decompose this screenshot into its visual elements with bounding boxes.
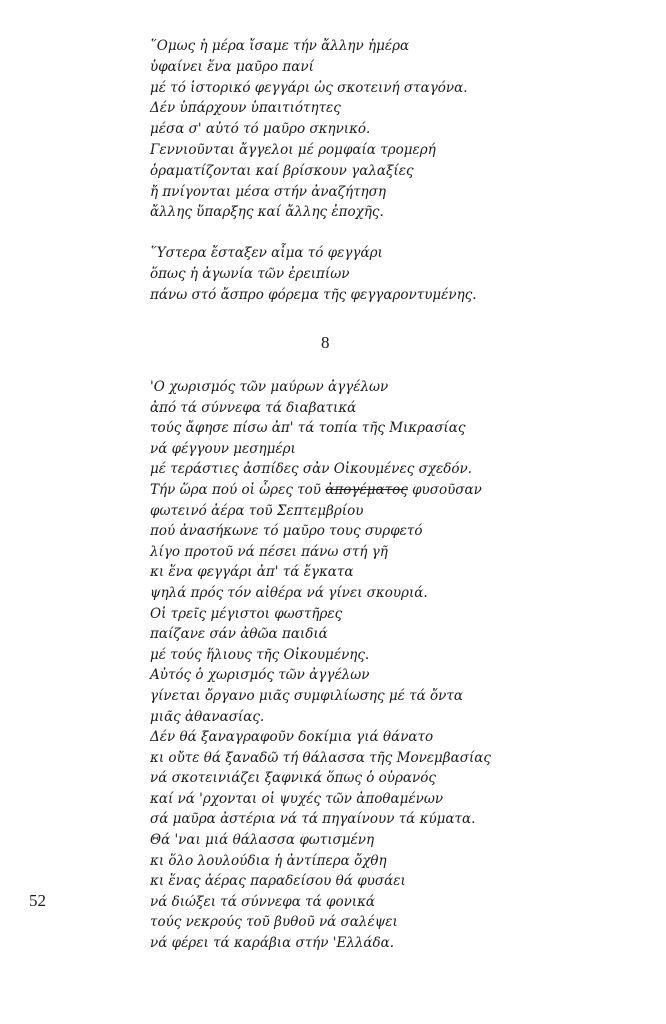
stanza-1 — [150, 36, 660, 223]
poem-line: ῞Υστερα ἔσταξεν αἷμα τό φεγγάρι — [150, 245, 383, 261]
poem-line: καί νά 'ρχονται οἱ ψυχές τῶν ἀποθαμένων — [150, 790, 444, 807]
poem-line: Θά 'ναι μιά θάλασσα φωτισμένη — [150, 832, 375, 849]
poem-line: φωτεινό ἀέρα τοῦ Σεπτεμβρίου — [150, 502, 364, 519]
poem-line: Αὐτός ὁ χωρισμός τῶν ἀγγέλων — [150, 667, 370, 684]
poem-line: πάνω στό ἄσπρο φόρεμα τῆς φεγγαροντυμένης. — [150, 286, 477, 303]
stanza-3 — [150, 377, 660, 954]
poem-line-part: φυσοῦσαν — [407, 481, 482, 498]
poem-line: γίνεται ὄργανο μιᾶς συμφιλίωσης μέ τά ὄντα — [150, 687, 463, 704]
poem-line: κι ὅλο λουλούδια ἡ ἀντίπερα ὄχθη — [150, 852, 387, 869]
poem-line: μέ τεράστιες ἀσπίδες σἀν Οἰκουμένες σχεδόν. — [150, 461, 472, 478]
poem-line: μέσα σ' αὐτό τό μαῦρο σκηνικό. — [150, 121, 371, 138]
poem-line: ὑφαίνει ἕνα μαῦρο πανί — [150, 58, 314, 75]
poem-line: Δέν θά ξαναγραφοῦν δοκίμια γιά θάνατο — [150, 729, 434, 746]
poem-line: τούς νεκρούς τοῦ βυθοῦ νά σαλέψει — [150, 914, 398, 931]
poem-line-part: Τήν ὥρα πού οἱ ὧρες τοῦ — [150, 481, 326, 498]
poem-line: Γεννιοῦνται ἄγγελοι μέ ρομφαία τρομερή — [150, 141, 436, 158]
poem-line: Δέν ὑπάρχουν ὑπαιτιότητες — [150, 100, 341, 117]
poem-line: νά φέρει τά καράβια στήν 'Ελλάδα. — [150, 935, 395, 952]
poem-line: μιᾶς ἀθανασίας. — [150, 708, 265, 725]
poem-line: πού ἀνασήκωνε τό μαῦρο τους συρφετό — [150, 523, 423, 540]
poem-line: ἤ πνίγονται μέσα στήν ἀναζήτηση — [150, 183, 386, 200]
poem-line: ὅπως ἡ ἀγωνία τῶν ἐρειπίων — [150, 265, 350, 282]
poem-line: ψηλά πρός τόν αἰθέρα νά γίνει σκουριά. — [150, 584, 428, 601]
poem-line: κι οὔτε θά ξαναδῶ τή θάλασσα τῆς Μονεμβασίας — [150, 749, 491, 766]
section-number: 8 — [321, 333, 330, 352]
poem-line: κι ἕνα φεγγάρι ἀπ' τά ἔγκατα — [150, 564, 354, 581]
poem-line: νά φέγγουν μεσημέρι — [150, 440, 296, 457]
poem-line: νά σκοτεινιάζει ξαφνικά ὅπως ὁ οὐρανός — [150, 770, 436, 787]
poem-line: ῞Ομως ἡ μέρα ἴσαμε τήν ἄλλην ἡμέρα — [150, 38, 410, 54]
struck-word: ἀπογέματος — [325, 481, 408, 498]
poem-line: 'Ο χωρισμός τῶν μαύρων ἀγγέλων — [150, 379, 389, 395]
poem-line: ἀπό τά σύννεφα τά διαβατικά — [150, 399, 357, 416]
poem-line: κι ἕνας ἀέρας παραδείσου θά φυσάει — [150, 873, 406, 890]
poem-line: τούς ἄφησε πίσω ἀπ' τά τοπία τῆς Μικρασίας — [150, 420, 466, 437]
poem-line: μέ τούς ἥλιους τῆς Οἰκουμένης. — [150, 646, 370, 663]
page-number: 52 — [29, 891, 46, 910]
poem-line: Οἱ τρεῖς μέγιστοι φωστῆρες — [150, 605, 343, 622]
poem-line: σά μαῦρα ἀστέρια νά τά πηγαίνουν τά κύματα. — [150, 811, 476, 828]
poem-line: ὁραματίζονται καί βρίσκουν γαλαξίες — [150, 162, 414, 179]
poem-line: παίζανε σάν ἀθῶα παιδιά — [150, 626, 328, 643]
poem-line: λίγο προτοῦ νά πέσει πάνω στή γῆ — [150, 543, 388, 560]
stanza-2 — [150, 243, 660, 305]
poem-line: ἄλλης ὕπαρξης καί ἄλλης ἐποχῆς. — [150, 204, 384, 221]
poem-line: νά διώξει τά σύννεφα τά φονικά — [150, 893, 376, 910]
poem-line: μέ τό ἱστορικό φεγγάρι ὡς σκοτεινή σταγόνα. — [150, 79, 468, 96]
poem-line — [150, 480, 660, 501]
